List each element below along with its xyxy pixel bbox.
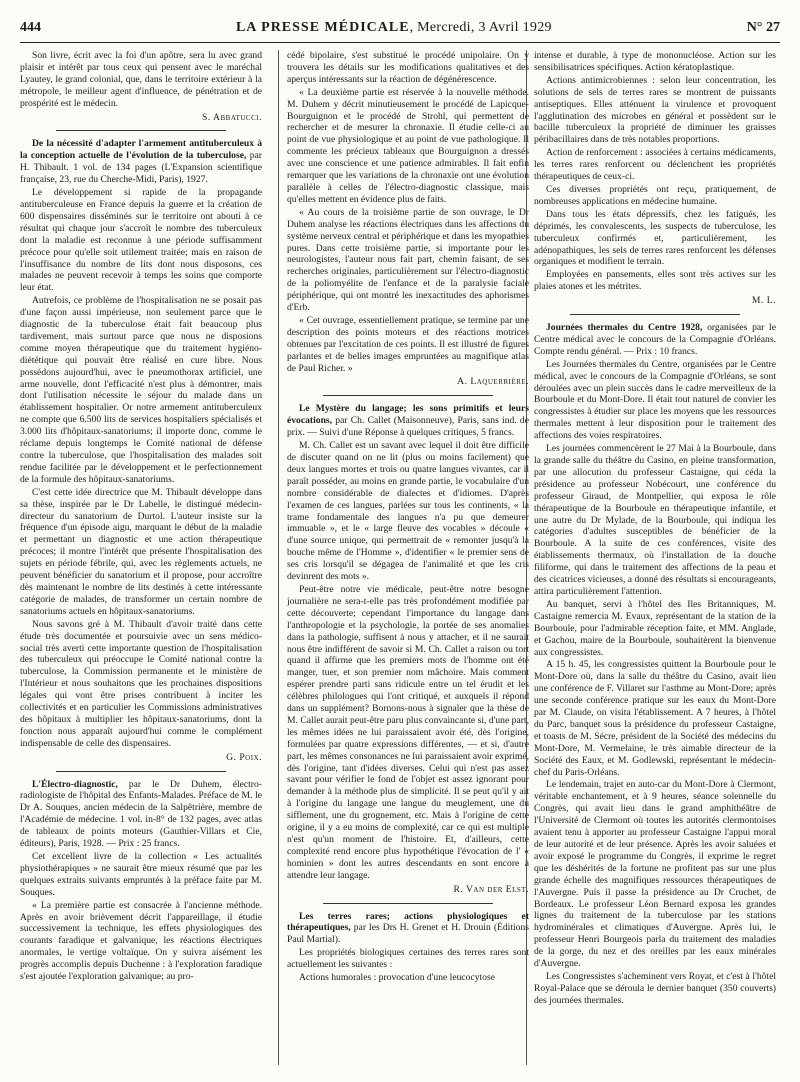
issue-number: N° 27: [746, 20, 780, 35]
column-right: [534, 50, 776, 1070]
paragraph: Les Journées thermales du Centre, organisées par le Centre médical, avec le concours de la Compagnie d'Orléans, se sont déroulées avec un plein succès dans le cadre merveilleux de la Bourboule et du Mont-Dore. Il était tout naturel de convier les congressistes à étudier sur place les moyens que les ressources thermales mettent à leur disposition pour le traitement des affections des voies respiratoires.: [534, 358, 776, 442]
review-signature: G. Poix.: [226, 751, 262, 763]
paragraph: Actions humorales : provocation d'une leucocytose: [299, 972, 495, 984]
paragraph: Cet excellent livre de la collection « Les actualités physiothérapiques » ne saurait être mieux résumé que par les quelques extraits suivants empruntés à la préface faite par M. Souques.: [20, 851, 262, 898]
journal-title-line: [236, 20, 552, 36]
column-middle: [287, 50, 529, 1070]
paragraph: cédé bipolaire, s'est substitué le procédé unipolaire. On y trouvera les détails sur les modifications qualitatives et des aperçus intéressants sur la réaction de dégénérescence.: [287, 50, 529, 85]
book-reference: par les Drs H. Grenet et H. Drouin (Éditions Paul Martial).: [287, 922, 529, 946]
paragraph: « Cet ouvrage, essentiellement pratique, se termine par une description des points moteurs et des réactions motrices obtenues par l'excitation de ces points. Il est illustré de figures parlantes et de belles images empruntées au magnifique atlas de Paul Richer. »: [287, 314, 529, 374]
section-separator: [56, 130, 225, 131]
header-rule: [20, 42, 780, 43]
review-heading: [20, 138, 262, 186]
review-signature: R. Van der Elst.: [453, 883, 529, 895]
book-title: L'Électro-diagnostic,: [32, 778, 118, 790]
review-heading: [287, 403, 529, 439]
paragraph: Autrefois, ce problème de l'hospitalisation ne se posait pas d'une façon aussi impérieuse, non seulement parce que le diagnostic de la tuberculose était fait beaucoup plus tardivement, mais surtout parce que nous ne disposions comme moyen thérapeutique que du traitement hygiéno-diététique qui pouvait être réalisé en cure libre. Nous possédons aujourd'hui, avec le pneumothorax artificiel, une arme nouvelle, dont l'efficacité n'est plus à démontrer, mais dont l'utilisation nécessite le séjour du malade dans un établissement hospitalier. Or notre armement antituberculeux ne compte que 6.500 lits de services hospitaliers spécialisés et 3.000 lits d'hôpitaux-sanatoriums; il importe donc, comme le réclame depuis longtemps le Comité national de défense contre la tuberculose, que l'hospitalisation des malades soit rendue facilitée par le développement et le perfectionnement de la formule des hôpitaux-sanatoriums.: [20, 295, 262, 485]
paragraph: « Au cours de la troisième partie de son ouvrage, le Dr Duhem analyse les réactions électriques dans les affections du système nerveux central et périphérique et dans les myopathies pures. Dans cette troisième partie, si importante pour les neurologistes, l'auteur nous fait part, chemin faisant, de ses recherches originales, particulièrement sur l'électro-diagnostic de la poliomyélite de l'enfance et de la paralysie faciale périphérique, qui ont montré les inexactitudes des aphorismes d'Erb.: [287, 206, 529, 314]
paragraph: Peut-être notre vie médicale, peut-être notre besogne journalière ne sera-t-elle pas très profondément modifiée par cette découverte; cependant l'importance du langage dans l'anthropologie et la psychologie, la portée de ses anomalies dans la pathologie, suffisent à nous y attacher, et il ne saurait nous être indifférent de savoir si M. Ch. Callet a raison ou tort quand il affirme que les premiers mots de l'homme ont été manger, tuer, et son premier nom mâchoire. Mais comment espérer prendre parti sans ridicule entre un tel érudit et les célèbres philologues qui l'ont critiqué, et auxquels il répond dans un supplément? Bornons-nous à signaler que la thèse de M. Callet aurait peut-être paru plus convaincante si, d'une part, les mêmes idées ne lui paraissaient avoir été, dès l'origine, formulées par quatre expressions différentes, — et si, d'autre part, les mêmes consonances ne lui paraissaient avoir exprimé, dès l'origine, tant d'idées diverses. Celui qui n'est pas assez savant pour vérifier le fond de l'objet est assez ignorant pour demander à la méthode plus de simplicité. Il se peut qu'il y ait à l'origine du langage une langue du meuglement, une du sifflement, une du grognement, etc. Mais à l'origine de cette origine, il y a eu moins de complexité, car ce qui est multiple n'est qu'un moment de l'histoire. Et, d'ailleurs, cette complexité rend encore plus hypothétique l'évocation de l' « hominien » dont les autres descendants en sont encore à attendre leur langage.: [287, 583, 529, 881]
paragraph: Le lendemain, trajet en auto-car du Mont-Dore à Clermont, véritable enchantement, et à 9 heures, séance solennelle du Congrès, qui avait lieu dans le grand amphithéâtre de l'Université de Clermont où toutes les autorités clermontoises avaient tenu à apporter au professeur Castaigne l'appui moral de leur autorité et de leur présence. Après les avoir saluées et avoir exposé le programme du Congrès, il exprime le regret que les déshérités de la fortune ne profitent pas sur une plus grande échelle des magnifiques ressources thérapeutiques de l'Auvergne. Puis il passe la présidence au Dr Cruchet, de Bordeaux. Le professeur Léon Bernard exposa les grandes lignes du traitement de la tuberculose par les stations hydrominérales et climatiques d'Auvergne. Après lui, le professeur Henri Bourgeois parla du traitement des maladies de la gorge, du nez et des oreilles par les eaux minérales d'Auvergne.: [534, 779, 776, 970]
paragraph: Au banquet, servi à l'hôtel des Iles Britanniques, M. Castaigne remercia M. Evaux, représentant de la station de la Bourboule, pour l'admirable réception faite, et MM. Anglade, et Gachou, maire de la Bourboule, souhaitèrent la bienvenue aux congressistes.: [534, 598, 776, 658]
book-reference: par H. Thibault. 1 vol. de 134 pages (L'Expansion scientifique française, 23, rue du Cherche-Midi, Paris), 1927.: [20, 150, 262, 186]
paragraph: Son livre, écrit avec la foi d'un apôtre, sera lu avec grand plaisir et intérêt par tous ceux qui pensent avec le maréchal Lyautey, le grand colonial, que, dans le territoire extérieur à la métropole, le meilleur agent d'influence, de pénétration et de prospérité est le médecin.: [20, 50, 262, 109]
book-title: De la nécessité d'adapter l'armement antituberculeux à la conception actuelle de l'évolution de la tuberculose,: [20, 138, 262, 162]
paragraph: Actions antimicrobiennes : selon leur concentration, les solutions de sels de terres rares se montrent de puissants antiseptiques. Elles atténuent la virulence et provoquent l'agglutination des microbes en général et possèdent sur le bacille tuberculeux la propriété de diminuer les graisses péribacillaires dans de très notables proportions.: [534, 74, 776, 146]
issue-date: , Mercredi, 3 Avril 1929: [409, 20, 552, 35]
paragraph: intense et durable, à type de mononucléose. Action sur les sensibilisatrices spécifiques. Action kératoplastique.: [534, 50, 776, 73]
book-reference: par le Dr Duhem, électro-radiologiste de l'hôpital des Enfants-Malades. Préface de M. le Dr A. Souques, ancien médecin de la Salpêtrière, membre de l'Académie de médecine. 1 vol. in-8° de 132 pages, avec atlas de tableaux de points moteurs (Gauthier-Villars et Cie, éditeurs), Paris, 1928. — Prix : 25 francs.: [20, 778, 262, 850]
paragraph: M. Ch. Callet est un savant avec lequel il doit être difficile de discuter quand on ne lit (plus ou moins facilement) que deux langues mortes et trois ou quatre langues vivantes, car il paraît posséder, au moins en grande partie, le vocabulaire d'un nombre considérable de dialectes et d'idiomes. D'après l'examen de ces langues, parlées sur tous les continents, « la trame fondamentale des langues n'a pu que demeurer immuable », et le « large fleuve des vocables » découle « d'une source unique, qui permettrait de « remonter jusqu'à la bouche même de l'Homme », d'identifier « le premier sens de ses cris lorsqu'il se dégagea de l'animalité et que les cris devinrent des mots ».: [287, 440, 529, 583]
page-number: 444: [20, 20, 41, 35]
section-separator: [56, 771, 225, 772]
review-signature: M. L.: [751, 295, 776, 307]
paragraph: Action de renforcement : associées à certains médicaments, les terres rares renforcent ou déclenchent les propriétés thérapeutiques de ceux-ci.: [534, 147, 776, 183]
book-title: Le Mystère du langage; les sons primitifs et leurs évocations,: [287, 403, 529, 427]
review-heading: [287, 911, 529, 947]
paragraph: Dans tous les états dépressifs, chez les fatigués, les déprimés, les convalescents, les suspects de tuberculose, les tuberculeux confirmés et, particulièrement, les adénopathiques, les sels de terres rares renforcent les défenses organiques et modifient le terrain.: [534, 208, 776, 268]
paragraph: « La deuxième partie est réservée à la nouvelle méthode. M. Duhem y décrit minutieusement le procédé de Lapicque-Bourguignon et le procédé de Strohl, qui permettent de rechercher et de mesurer la chronaxie. Il étudie celle-ci au point de vue physiologique et au point de vue pathologique. Il commente les précieux tableaux que Bourguignon a dressés avec une conscience et une patience admirables. Il fait enfin remarquer que les variations de la chronaxie ont une évolution parallèle à celles de l'électro-diagnostic classique, mais qu'elles mettent en évidence plus de faits.: [287, 86, 529, 205]
paragraph: Nous savons gré à M. Thibault d'avoir traité dans cette étude très documentée et poursuivie avec un sens médico-social très averti cette importante question de l'hospitalisation des tuberculeux qui préoccupe le Comité national contre la tuberculose, la Commission permanente et le ministère de l'Intérieur et nous souhaitons que les prochaines dispositions légales qui vont être prises contribuent à inciter les collectivités et en particulier les Commissions administratives des hôpitaux à multiplier les hôpitaux-sanatoriums, dont la fonction nous apparaît aujourd'hui comme le complément indispensable de celle des dispensaires.: [20, 618, 262, 749]
paragraph: « La première partie est consacrée à l'ancienne méthode. Après en avoir brièvement décrit l'appareillage, il étudie successivement la technique, les effets physiologiques des courants faradique et galvanique, les réactions électriques anormales, le vertige voltaïque. On y suivra aisément les progrès accomplis depuis Duchenne : à l'exploration faradique s'est ajoutée l'exploration galvanique; au pro-: [20, 899, 262, 983]
paragraph: Les journées commencèrent le 27 Mai à la Bourboule, dans la grande salle du théâtre du Casino, en pleine transformation, par une allocution du professeur Castaigne, qui céda la présidence au professeur Nobécourt, une conférence du professeur Giraud, de Montpellier, qui exposa le rôle thérapeutique de la Bourboule en thérapeutique infantile, et une autre du Dr Mylade, de la Bourboule, qui indiqua les catégories d'adultes susceptibles de bénéficier de la Bourboule. A la suite de ces conférences, visite des établissements thermaux, où l'installation de la douche filiforme, qui dans le traitement des affections de la peau et des cicatrices vicieuses, a donné des résultats si encourageants, attira particulièrement l'attention.: [534, 443, 776, 597]
review-heading: [20, 779, 262, 850]
paragraph: A 15 h. 45, les congressistes quittent la Bourboule pour le Mont-Dore où, dans la salle du théâtre du Casino, avait lieu une conférence de F. Villaret sur l'asthme au Mont-Dore; après une seconde conférence pratique sur les eaux du Mont-Dore par M. Claude, on visita l'établissement. A 7 heures, à l'hôtel du Parc, banquet sous la présidence du professeur Castaigne, et toasts de M. Sécre, président de la Société des médecins du Mont-Dore, M. Vermelaine, le très aimable directeur de la Société des Eaux, et M. Godlewski, représentant le médecin-chef du Paris-Orléans.: [534, 659, 776, 778]
column-divider: [278, 50, 279, 1065]
paragraph: Ces diverses propriétés ont reçu, pratiquement, de nombreuses applications en médecine humaine.: [534, 183, 776, 207]
book-title: Journées thermales du Centre 1928,: [546, 322, 703, 334]
section-separator: [323, 903, 492, 904]
book-reference: organisées par le Centre médical avec le concours de la Compagnie d'Orléans. Compte rendu général. — Prix : 10 francs.: [534, 322, 776, 357]
review-signature: A. Laquerrière.: [457, 376, 529, 388]
paragraph: Le développement si rapide de la propagande antituberculeuse en France depuis la guerre et la création de 600 dispensaires disséminés sur le territoire ont abouti à ce résultat qui chaque jour s'accroît le nombre des tuberculeux dont la maladie est reconnue à une période suffisamment précoce pour qu'elle soit utilement traitée; mais en raison de l'insuffisance du nombre de lits dont nous disposons, ces malades ne peuvent recevoir à temps les soins que comporte leur état.: [20, 187, 262, 294]
book-title: Les terres rares; actions physiologiques et thérapeutiques,: [287, 910, 529, 934]
paragraph: Les propriétés biologiques certaines des terres rares sont actuellement les suivantes :: [287, 947, 529, 971]
section-separator: [570, 314, 739, 315]
paragraph: C'est cette idée directrice que M. Thibault développe dans sa thèse, inspirée par le Dr Labelle, le distingué médecin-directeur du sanatorium de Durtol. L'auteur insiste sur la fréquence d'un épisode aigu, marquant le début de la maladie et permettant un diagnostic et une action thérapeutique précoces; il montre l'intérêt que présente l'hospitalisation des sujets en période fébrile, qui, avec les règlements actuels, ne peuvent bénéficier du sanatorium et il propose, pour accroître dès maintenant le nombre de lits destinés à cette intéressante catégorie de malades, de transformer un certain nombre de sanatoriums actuels en hôpitaux-sanatoriums.: [20, 486, 262, 617]
review-heading: [534, 322, 776, 358]
journal-name: LA PRESSE MÉDICALE: [235, 20, 410, 35]
section-separator: [323, 395, 492, 396]
review-signature: S. Abbatucci.: [201, 111, 262, 123]
book-reference: par Ch. Callet (Maisonneuve), Paris, sans ind. de prix. — Suivi d'une Réponse à quelques critiques, 5 francs.: [287, 415, 529, 439]
paragraph: Les Congressistes s'acheminent vers Royat, et c'est à l'hôtel Royal-Palace que se déroula le dernier banquet (350 couverts) des journées thermales.: [534, 970, 776, 1006]
column-left: [20, 50, 262, 1070]
page-header: [20, 20, 780, 40]
paragraph: Employées en pansements, elles sont très actives sur les plaies atones et les métrites.: [534, 269, 776, 293]
